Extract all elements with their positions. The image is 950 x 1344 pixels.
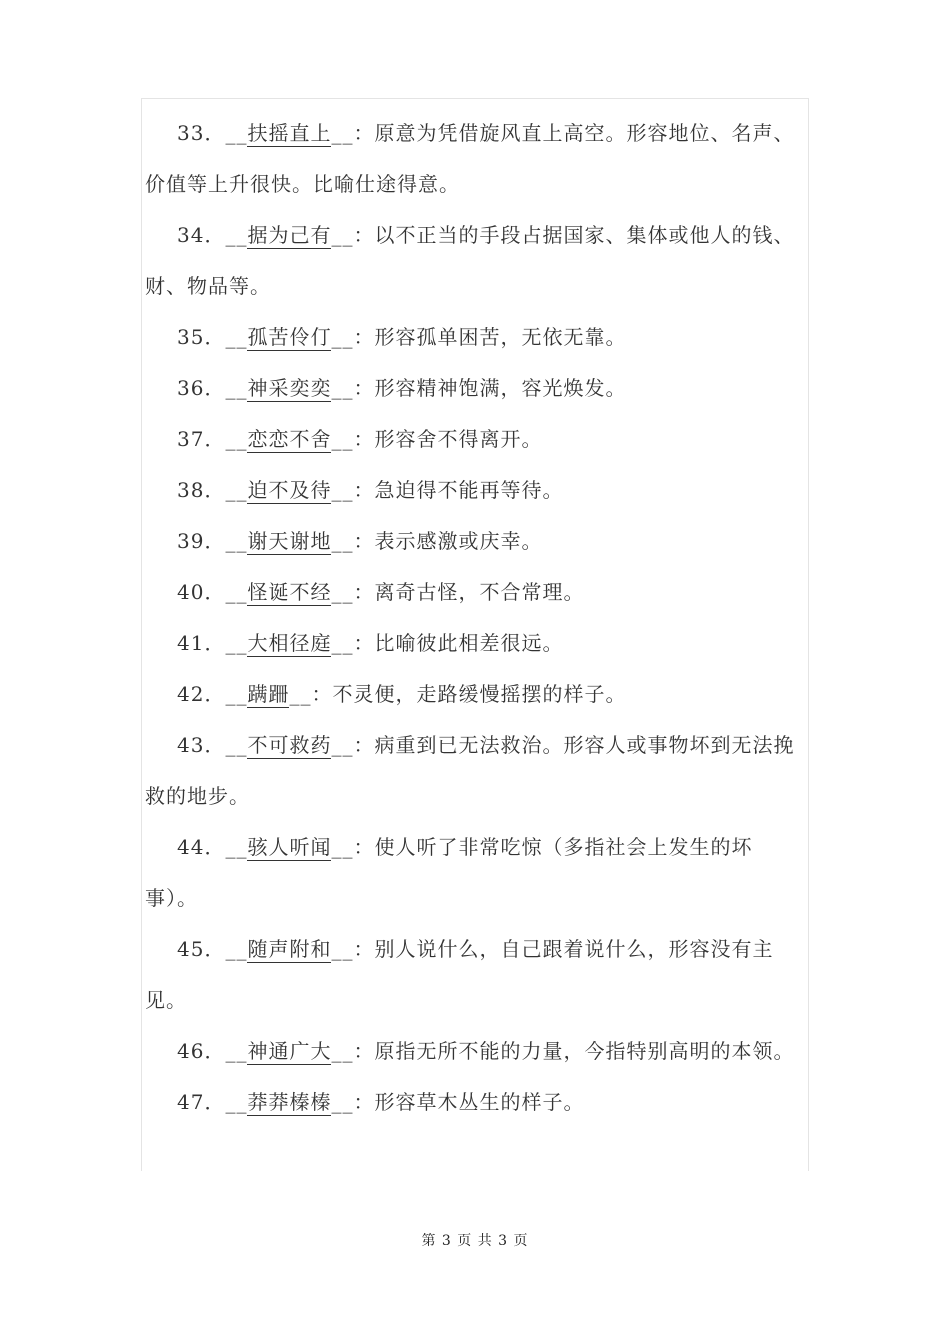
page-footer: 第 3 页 共 3 页 [421,1233,529,1249]
blank-underline: __ [331,580,354,604]
blank-underline: __ [225,733,248,757]
blank-underline: __ [225,580,248,604]
item-number: 39． [177,529,226,553]
item-definition: ：离奇古怪，不合常理。 [353,580,585,604]
item-number: 37． [177,427,226,451]
item-term: 扶摇直上 [247,121,332,145]
item-term: 不可救药 [247,733,332,757]
item-number: 36． [177,376,226,400]
list-item [145,516,805,567]
item-definition: ：形容草木丛生的样子。 [353,1090,585,1114]
list-item [145,822,805,924]
list-item [145,312,805,363]
list-item [145,567,805,618]
list-item [145,414,805,465]
item-term: 莽莽榛榛 [247,1090,332,1114]
item-term: 迫不及待 [247,478,332,502]
blank-underline: __ [331,529,354,553]
list-item [145,210,805,312]
item-term: 骇人听闻 [247,835,332,859]
blank-underline: __ [331,223,354,247]
item-definition: ：以不正当的手段占据国家、集体或他人的钱、财、物品等。 [145,223,795,298]
blank-underline: __ [289,682,312,706]
blank-underline: __ [331,325,354,349]
blank-underline: __ [225,529,248,553]
item-definition: ：别人说什么，自己跟着说什么，形容没有主见。 [145,937,774,1012]
blank-underline: __ [225,478,248,502]
item-number: 33． [177,121,226,145]
blank-underline: __ [225,1090,248,1114]
item-definition: ：表示感激或庆幸。 [353,529,543,553]
blank-underline: __ [331,376,354,400]
list-item [145,720,805,822]
blank-underline: __ [225,121,248,145]
list-item [145,363,805,414]
item-number: 35． [177,325,226,349]
blank-underline: __ [225,376,248,400]
blank-underline: __ [225,1039,248,1063]
item-definition: ：使人听了非常吃惊（多指社会上发生的坏事）。 [145,835,753,910]
blank-underline: __ [331,427,354,451]
item-number: 43． [177,733,226,757]
item-definition: ：不灵便，走路缓慢摇摆的样子。 [311,682,627,706]
list-item [145,618,805,669]
item-definition: ：比喻彼此相差很远。 [353,631,564,655]
item-term: 怪诞不经 [247,580,332,604]
item-definition: ：形容孤单困苦，无依无靠。 [353,325,627,349]
item-definition: ：急迫得不能再等待。 [353,478,564,502]
blank-underline: __ [331,631,354,655]
idiom-list [145,108,805,1128]
item-number: 45． [177,937,226,961]
item-definition: ：形容精神饱满，容光焕发。 [353,376,627,400]
item-number: 42． [177,682,226,706]
item-term: 恋恋不舍 [247,427,332,451]
item-number: 34． [177,223,226,247]
blank-underline: __ [225,682,248,706]
item-term: 大相径庭 [247,631,332,655]
list-item [145,669,805,720]
blank-underline: __ [331,1090,354,1114]
list-item [145,924,805,1026]
blank-underline: __ [225,325,248,349]
item-term: 谢天谢地 [247,529,332,553]
list-item [145,1026,805,1077]
item-term: 神采奕奕 [247,376,332,400]
item-term: 据为己有 [247,223,332,247]
item-number: 44． [177,835,226,859]
blank-underline: __ [331,1039,354,1063]
item-number: 38． [177,478,226,502]
item-number: 41． [177,631,226,655]
blank-underline: __ [225,937,248,961]
item-term: 蹒跚 [247,682,290,706]
blank-underline: __ [331,478,354,502]
item-number: 46． [177,1039,226,1063]
item-number: 47． [177,1090,226,1114]
item-term: 神通广大 [247,1039,332,1063]
item-definition: ：原意为凭借旋风直上高空。形容地位、名声、价值等上升很快。比喻仕途得意。 [145,121,795,196]
blank-underline: __ [225,427,248,451]
item-definition: ：形容舍不得离开。 [353,427,543,451]
blank-underline: __ [225,631,248,655]
item-definition: ：病重到已无法救治。形容人或事物坏到无法挽救的地步。 [145,733,795,808]
blank-underline: __ [225,223,248,247]
item-definition: ：原指无所不能的力量，今指特别高明的本领。 [353,1039,795,1063]
list-item [145,1077,805,1128]
list-item [145,108,805,210]
item-number: 40． [177,580,226,604]
item-term: 随声附和 [247,937,332,961]
blank-underline: __ [331,937,354,961]
blank-underline: __ [331,121,354,145]
blank-underline: __ [331,733,354,757]
item-term: 孤苦伶仃 [247,325,332,349]
blank-underline: __ [331,835,354,859]
list-item [145,465,805,516]
blank-underline: __ [225,835,248,859]
